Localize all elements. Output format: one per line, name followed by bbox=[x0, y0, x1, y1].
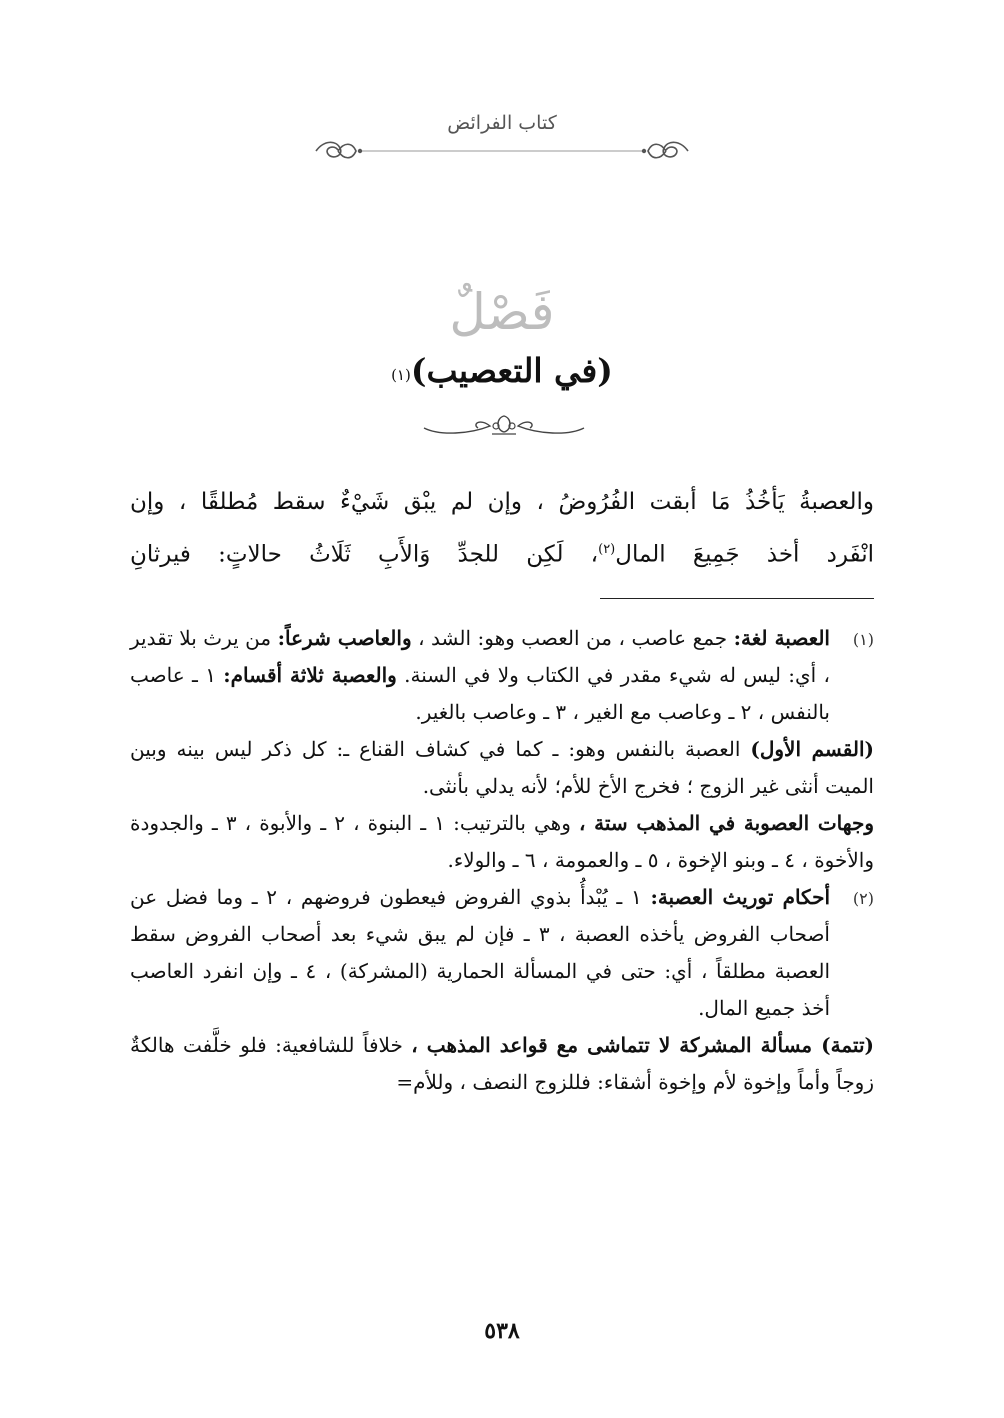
chapter-subtitle-text: (في التعصيب) bbox=[410, 351, 613, 390]
bold-term: أحكام توريث العصبة: bbox=[650, 885, 831, 909]
footnote-text: وهي بالترتيب: ١ ـ البنوة ، ٢ ـ والأبوة ، ٣ ـ والجدودة والأخوة ، ٤ ـ وبنو الإخوة ، ٥ ـ والعمومة ، ٦ ـ والولاء. bbox=[130, 811, 874, 872]
chapter-word: فَصْلٌ bbox=[449, 283, 555, 341]
main-text-segment: ، لَكِن للجدِّ وَالأَبِ ثَلَاثُ حالاتٍ: فيرثانِ bbox=[130, 541, 599, 568]
title-ornament bbox=[420, 410, 588, 438]
footnote-body bbox=[130, 879, 874, 1101]
footnote-text: خلافاً للشافعية: فلو خلَّفت هالكةٌ زوجاً وأماً وإخوة لأم وإخوة أشقاء: فللزوج النصف ، وللأم= bbox=[130, 1033, 874, 1094]
footnote-text: من يرث بلا تقدير ، أي: ليس له شيء مقدر في الكتاب ولا في السنة. bbox=[130, 626, 831, 687]
bold-term: والعصبة ثلاثة أقسام: bbox=[223, 663, 397, 687]
footnote-1 bbox=[130, 620, 874, 879]
bold-term: (القسم الأول) bbox=[750, 737, 874, 761]
footnote-paragraph bbox=[130, 1027, 874, 1101]
footnote-paragraph bbox=[130, 620, 830, 731]
footnote-paragraph bbox=[130, 805, 874, 879]
footnote-text: العصبة بالنفس وهو: ـ كما في كشاف القناع ـ: كل ذكر ليس بينه وبين الميت أنثى غير الزوج ؛ فخرج الأخ للأم؛ لأنه يدلي بأنثى. bbox=[130, 737, 874, 798]
bold-term: والعاصب شرعاً: bbox=[277, 626, 412, 650]
chapter-heading bbox=[0, 282, 1004, 394]
running-title: كتاب الفرائض bbox=[447, 112, 557, 134]
header-ornament-rule bbox=[310, 134, 694, 168]
bold-term: العصبة لغة: bbox=[733, 626, 830, 650]
running-header bbox=[0, 112, 1004, 134]
footnote-ref-2: (٢) bbox=[598, 542, 616, 557]
bold-term: (تتمة) مسألة المشركة لا تتماشى مع قواعد المذهب ، bbox=[411, 1033, 874, 1057]
footnotes bbox=[130, 620, 874, 1101]
main-text bbox=[130, 478, 874, 579]
footnote-separator bbox=[600, 598, 874, 599]
footnote-ref-1: (١) bbox=[391, 366, 411, 384]
footnote-paragraph bbox=[130, 731, 874, 805]
footnote-2 bbox=[130, 879, 874, 1101]
bold-term: وجهات العصوبة في المذهب ستة ، bbox=[578, 811, 874, 835]
footnote-body bbox=[130, 620, 874, 879]
page-number: ٥٣٨ bbox=[484, 1318, 520, 1344]
main-text-segment: انْفَرد أخذ جَمِيعَ المال bbox=[615, 541, 874, 568]
main-text-line bbox=[130, 526, 874, 579]
footnote-text: جمع عاصب ، من العصب وهو: الشد ، bbox=[411, 626, 734, 650]
footnote-paragraph bbox=[130, 879, 830, 1027]
footnote-number: (٢) bbox=[852, 889, 874, 908]
main-text-line: والعصبةُ يَأخُذُ مَا أبقت الفُرُوضُ ، وإن لم يبْق شَيْءٌ سقط مُطلقًا ، وإن bbox=[130, 489, 874, 515]
footnote-text: ١ ـ عاصب بالنفس ، ٢ ـ وعاصب مع الغير ، ٣ ـ وعاصب بالغير. bbox=[130, 663, 830, 724]
footnote-number: (١) bbox=[852, 630, 874, 649]
chapter-subtitle bbox=[0, 348, 1004, 394]
footnote-text: ١ ـ يُبْدأُ بذوي الفروض فيعطون فروضهم ، ٢ ـ وما فضل عن أصحاب الفروض يأخذه العصبة ، ٣ ـ فإن لم يبق شيء بعد أصحاب الفروض سقط العصبة مطلقاً ، أي: حتى في المسألة الحمارية (المشركة) ، ٤ ـ وإن انفرد العاصب أخذ جميع المال. bbox=[130, 885, 831, 1020]
